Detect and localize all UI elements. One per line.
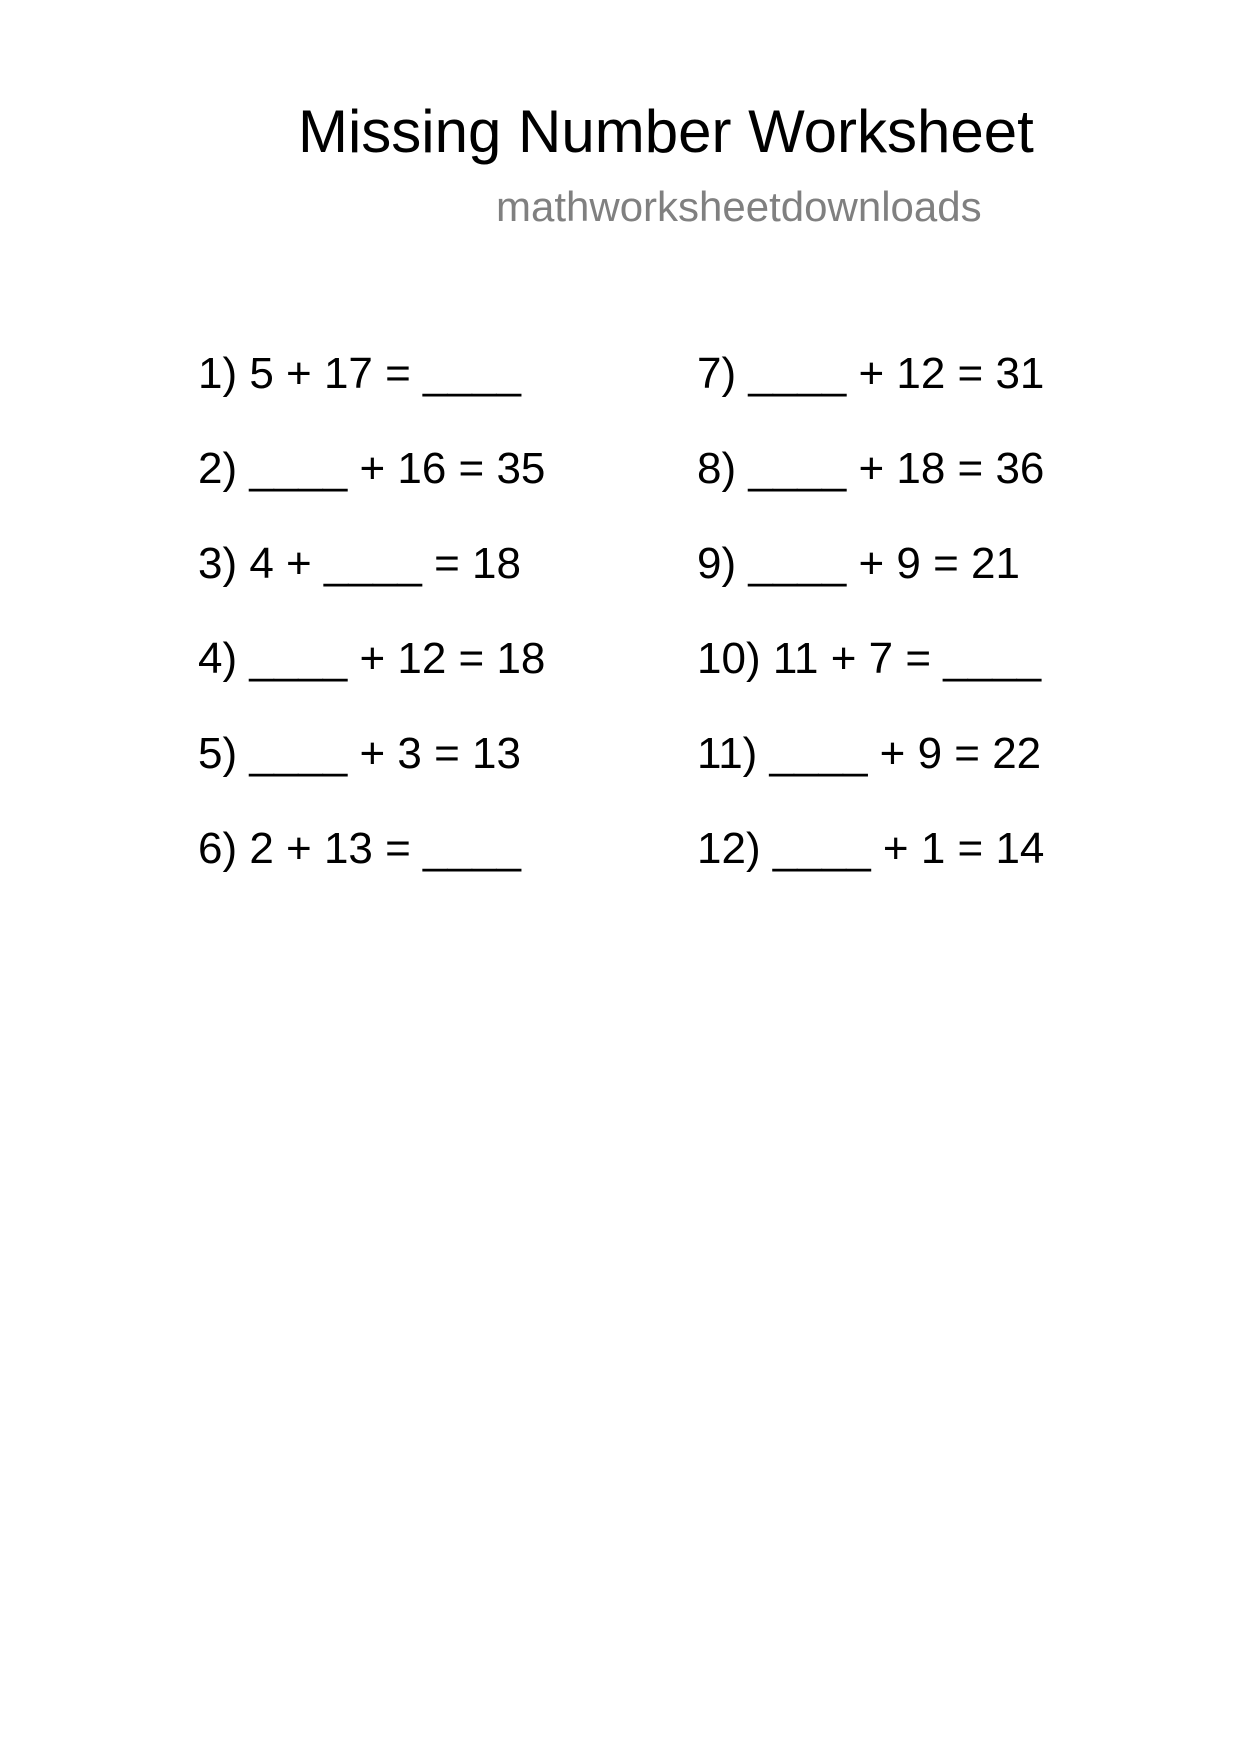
problem-11: 11) ____ + 9 = 22 [697,729,1042,778]
page-subtitle: mathworksheetdownloads [496,183,982,230]
problem-3: 3) 4 + ____ = 18 [198,539,521,588]
problem-2: 2) ____ + 16 = 35 [198,444,546,493]
problem-column-left [198,346,545,916]
page-title: Missing Number Worksheet [298,98,1034,165]
problem-8: 8) ____ + 18 = 36 [697,444,1045,493]
problem-12: 12) ____ + 1 = 14 [697,824,1045,873]
problem-7: 7) ____ + 12 = 31 [697,349,1045,398]
problem-5: 5) ____ + 3 = 13 [198,729,521,778]
problem-6: 6) 2 + 13 = ____ [198,824,521,873]
problem-column-right [697,346,1044,916]
problem-10: 10) 11 + 7 = ____ [697,634,1042,683]
problem-9: 9) ____ + 9 = 21 [697,539,1020,588]
problem-1: 1) 5 + 17 = ____ [198,349,521,398]
problem-4: 4) ____ + 12 = 18 [198,634,546,683]
